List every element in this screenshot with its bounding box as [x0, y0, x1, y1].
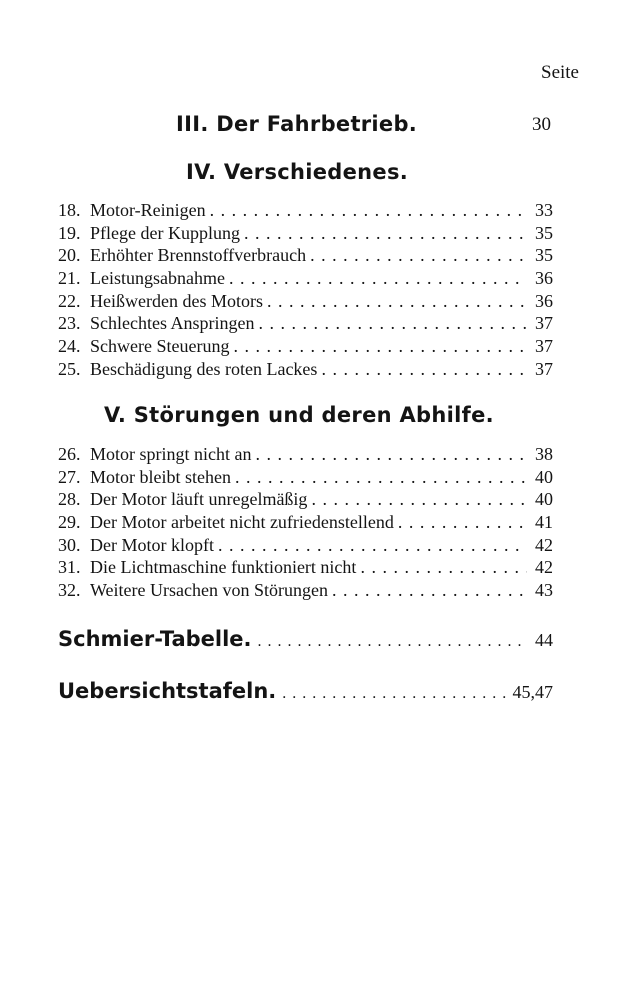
dot-leader [311, 488, 527, 511]
schmier-tabelle-title: Schmier-Tabelle. [58, 627, 252, 651]
toc-entry[interactable] [58, 335, 553, 358]
uebersichtstafeln-page: 45,47 [512, 682, 553, 702]
entry-title: Die Lichtmaschine funktioniert nicht [90, 557, 357, 578]
dot-leader [218, 534, 527, 557]
entry-page: 40 [535, 466, 553, 487]
entry-title: Pflege der Kupplung [90, 222, 240, 243]
entry-number: 26. [58, 444, 81, 464]
toc-entry[interactable] [58, 199, 553, 222]
toc-entry[interactable] [58, 556, 553, 579]
toc-entry[interactable] [58, 488, 553, 511]
toc-entry[interactable] [58, 222, 553, 245]
dot-leader [282, 685, 506, 703]
entry-title: Der Motor klopft [90, 534, 214, 555]
entry-number: 19. [58, 222, 81, 243]
entry-number: 31. [58, 557, 81, 578]
toc-entry[interactable] [58, 358, 553, 381]
entry-title: Motor springt nicht an [90, 444, 252, 464]
entry-page: 40 [535, 489, 553, 510]
toc-entry[interactable] [58, 466, 553, 489]
entry-title: Der Motor arbeitet nicht zufriedenstellend [90, 512, 394, 533]
toc-entry[interactable] [58, 267, 553, 290]
toc-entry[interactable] [58, 443, 553, 466]
toc-entry[interactable] [58, 244, 553, 267]
entry-title: Der Motor läuft unregelmäßig [90, 489, 308, 510]
entry-number: 24. [58, 336, 81, 357]
entry-title: Weitere Ursachen von Störungen [90, 580, 328, 601]
dot-leader [310, 244, 527, 267]
entry-page: 43 [535, 580, 553, 601]
entry-page: 42 [535, 557, 553, 578]
dot-leader [244, 222, 527, 245]
entry-page: 37 [535, 358, 553, 379]
toc-entry[interactable] [58, 579, 553, 602]
entry-title: Erhöhter Brennstoffverbrauch [90, 245, 307, 266]
entry-title: Heißwerden des Motors [90, 290, 263, 311]
toc-entry[interactable] [58, 312, 553, 335]
section-3-title: III. Der Fahrbetrieb. [176, 112, 418, 136]
entry-title: Motor bleibt stehen [90, 466, 231, 487]
dot-leader [332, 579, 527, 602]
entry-number: 23. [58, 313, 81, 334]
uebersichtstafeln-title: Uebersichtstafeln. [58, 679, 277, 703]
entry-page: 36 [535, 268, 553, 289]
entry-number: 29. [58, 512, 81, 533]
section-5-title: V. Störungen und deren Abhilfe. [104, 403, 494, 427]
entry-title: Schwere Steuerung [90, 336, 230, 357]
dot-leader [321, 358, 527, 381]
toc-entry[interactable] [58, 511, 553, 534]
toc-entry[interactable] [58, 290, 553, 313]
section-4-title: IV. Verschiedenes. [186, 160, 409, 184]
entry-number: 18. [58, 200, 81, 220]
uebersichtstafeln-entry[interactable] [58, 679, 553, 703]
entry-number: 27. [58, 466, 81, 487]
entry-page: 36 [535, 290, 553, 311]
entry-title: Beschädigung des roten Lackes [90, 358, 318, 379]
entry-title: Motor-Reinigen [90, 200, 206, 220]
entry-page: 37 [535, 336, 553, 357]
dot-leader [398, 511, 527, 534]
schmier-tabelle-entry[interactable] [58, 627, 553, 651]
entry-title: Schlechtes Anspringen [90, 313, 255, 334]
entry-title: Leistungsabnahme [90, 268, 225, 289]
dot-leader [210, 199, 527, 222]
schmier-tabelle-page: 44 [535, 630, 553, 650]
entry-number: 25. [58, 358, 81, 379]
entry-page: 38 [535, 444, 553, 464]
entry-number: 32. [58, 580, 81, 601]
dot-leader [229, 267, 527, 290]
entry-number: 20. [58, 245, 81, 266]
entry-page: 41 [535, 512, 553, 533]
section-3-page: 30 [532, 114, 551, 135]
dot-leader [258, 633, 525, 651]
entry-number: 22. [58, 290, 81, 311]
section-5-list [58, 443, 553, 602]
dot-leader [360, 556, 527, 579]
entry-page: 42 [535, 534, 553, 555]
dot-leader [255, 443, 527, 466]
section-4-list [58, 199, 553, 381]
entry-page: 35 [535, 222, 553, 243]
entry-number: 21. [58, 268, 81, 289]
dot-leader [267, 290, 527, 313]
entry-number: 30. [58, 534, 81, 555]
dot-leader [235, 466, 527, 489]
dot-leader [258, 312, 527, 335]
entry-page: 33 [535, 200, 553, 220]
toc-entry[interactable] [58, 534, 553, 557]
entry-page: 37 [535, 313, 553, 334]
dot-leader [233, 335, 527, 358]
seite-header: Seite [541, 62, 579, 83]
entry-page: 35 [535, 245, 553, 266]
entry-number: 28. [58, 489, 81, 510]
